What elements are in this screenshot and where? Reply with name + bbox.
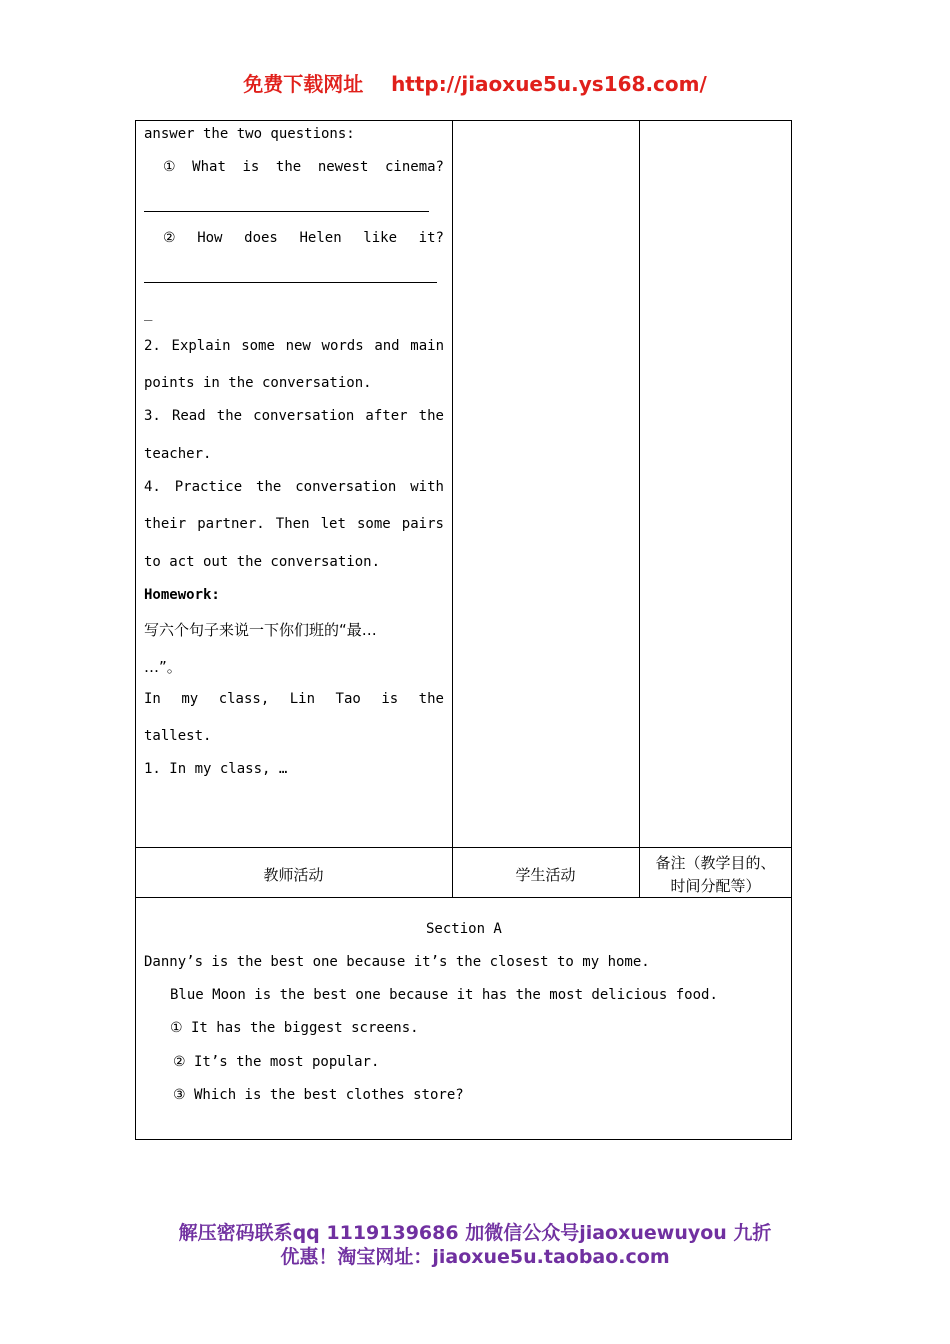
word: What (192, 159, 226, 175)
section-title: Section A (426, 921, 502, 937)
header-notes-line-1: 备注（教学目的、 (655, 854, 776, 872)
word: Then (275, 516, 310, 532)
header-notes (639, 852, 792, 896)
word: is (242, 159, 260, 175)
footer-line-2: 优惠！淘宝网址：jiaoxue5u.taobao.com (280, 1246, 670, 1268)
column-divider-1 (452, 120, 453, 898)
word: some (241, 338, 275, 354)
word: after (365, 408, 408, 424)
homework-cn-line-1: 写六个句子来说一下你们班的“最… (144, 621, 377, 639)
word: like (363, 230, 398, 246)
word: Practice (174, 479, 243, 495)
word: is (381, 691, 399, 707)
word: Explain (171, 338, 231, 354)
homework-label: Homework: (144, 587, 220, 603)
lower-line-3: ① It has the biggest screens. (170, 1020, 419, 1036)
example-line-2: tallest. (144, 728, 212, 744)
word: some (356, 516, 391, 532)
word: 2. (144, 338, 161, 354)
step-3-line-2: teacher. (144, 446, 212, 462)
word: with (410, 479, 444, 495)
word: class, (218, 691, 270, 707)
lower-line-4: ② It’s the most popular. (173, 1054, 380, 1070)
word: Tao (335, 691, 361, 707)
word: pairs (401, 516, 444, 532)
word: let (320, 516, 346, 532)
header-student-activity: 学生活动 (515, 866, 576, 884)
word: conversation (295, 479, 397, 495)
page-header (0, 68, 950, 97)
word: ① (163, 159, 176, 175)
lower-line-5: ③ Which is the best clothes store? (173, 1087, 464, 1103)
step-2-line-2: points in the conversation. (144, 375, 372, 391)
word: does (244, 230, 278, 246)
intro-text: answer the two questions: (144, 126, 355, 142)
stray-underscore: _ (144, 305, 153, 321)
header-teacher-activity: 教师活动 (263, 866, 324, 884)
word: the (418, 691, 444, 707)
word: the (275, 159, 302, 175)
word: How (197, 230, 223, 246)
footer-line-1: 解压密码联系qq 1119139686 加微信公众号jiaoxuewuyou 九折 (178, 1222, 772, 1244)
word: Lin (289, 691, 316, 707)
step-3-line-1 (144, 408, 444, 424)
word: their (144, 516, 187, 532)
word: cinema? (384, 159, 444, 175)
word: and (374, 338, 400, 354)
word: the (256, 479, 282, 495)
row-divider-header-top (135, 847, 792, 848)
word: partner. (197, 516, 265, 532)
question-1 (163, 159, 444, 175)
header-notes-line-2: 时间分配等） (670, 877, 761, 895)
header-label: 免费下载网址 (243, 72, 364, 96)
word: words (321, 338, 364, 354)
row-divider-header-bottom (135, 897, 792, 898)
answer-line-1 (144, 211, 429, 212)
word: main (410, 338, 444, 354)
step-4-line-3: to act out the conversation. (144, 554, 381, 570)
word: the (216, 408, 243, 424)
lower-line-2: Blue Moon is the best one because it has the most delicious food. (170, 987, 718, 1003)
question-2 (163, 230, 444, 246)
step-4-line-2 (144, 516, 444, 532)
word: the (418, 408, 444, 424)
homework-item-1: 1. In my class, … (144, 761, 288, 777)
word: my (181, 691, 199, 707)
header-url[interactable]: http://jiaoxue5u.ys168.com/ (391, 72, 707, 96)
word: 4. (144, 479, 161, 495)
word: ② (163, 230, 176, 246)
word: Helen (299, 230, 342, 246)
word: new (285, 338, 311, 354)
word: In (144, 691, 161, 707)
lower-line-1: Danny’s is the best one because it’s the closest to my home. (144, 954, 650, 970)
step-4-line-1 (144, 479, 444, 495)
answer-line-2 (144, 282, 437, 283)
word: 3. (144, 408, 161, 424)
word: Read (171, 408, 206, 424)
word: it? (418, 230, 444, 246)
homework-cn-line-2: …”。 (144, 658, 182, 676)
word: conversation (253, 408, 355, 424)
step-2-line-1 (144, 338, 444, 354)
word: newest (317, 159, 369, 175)
column-divider-2 (639, 120, 640, 898)
example-line-1 (144, 691, 444, 707)
